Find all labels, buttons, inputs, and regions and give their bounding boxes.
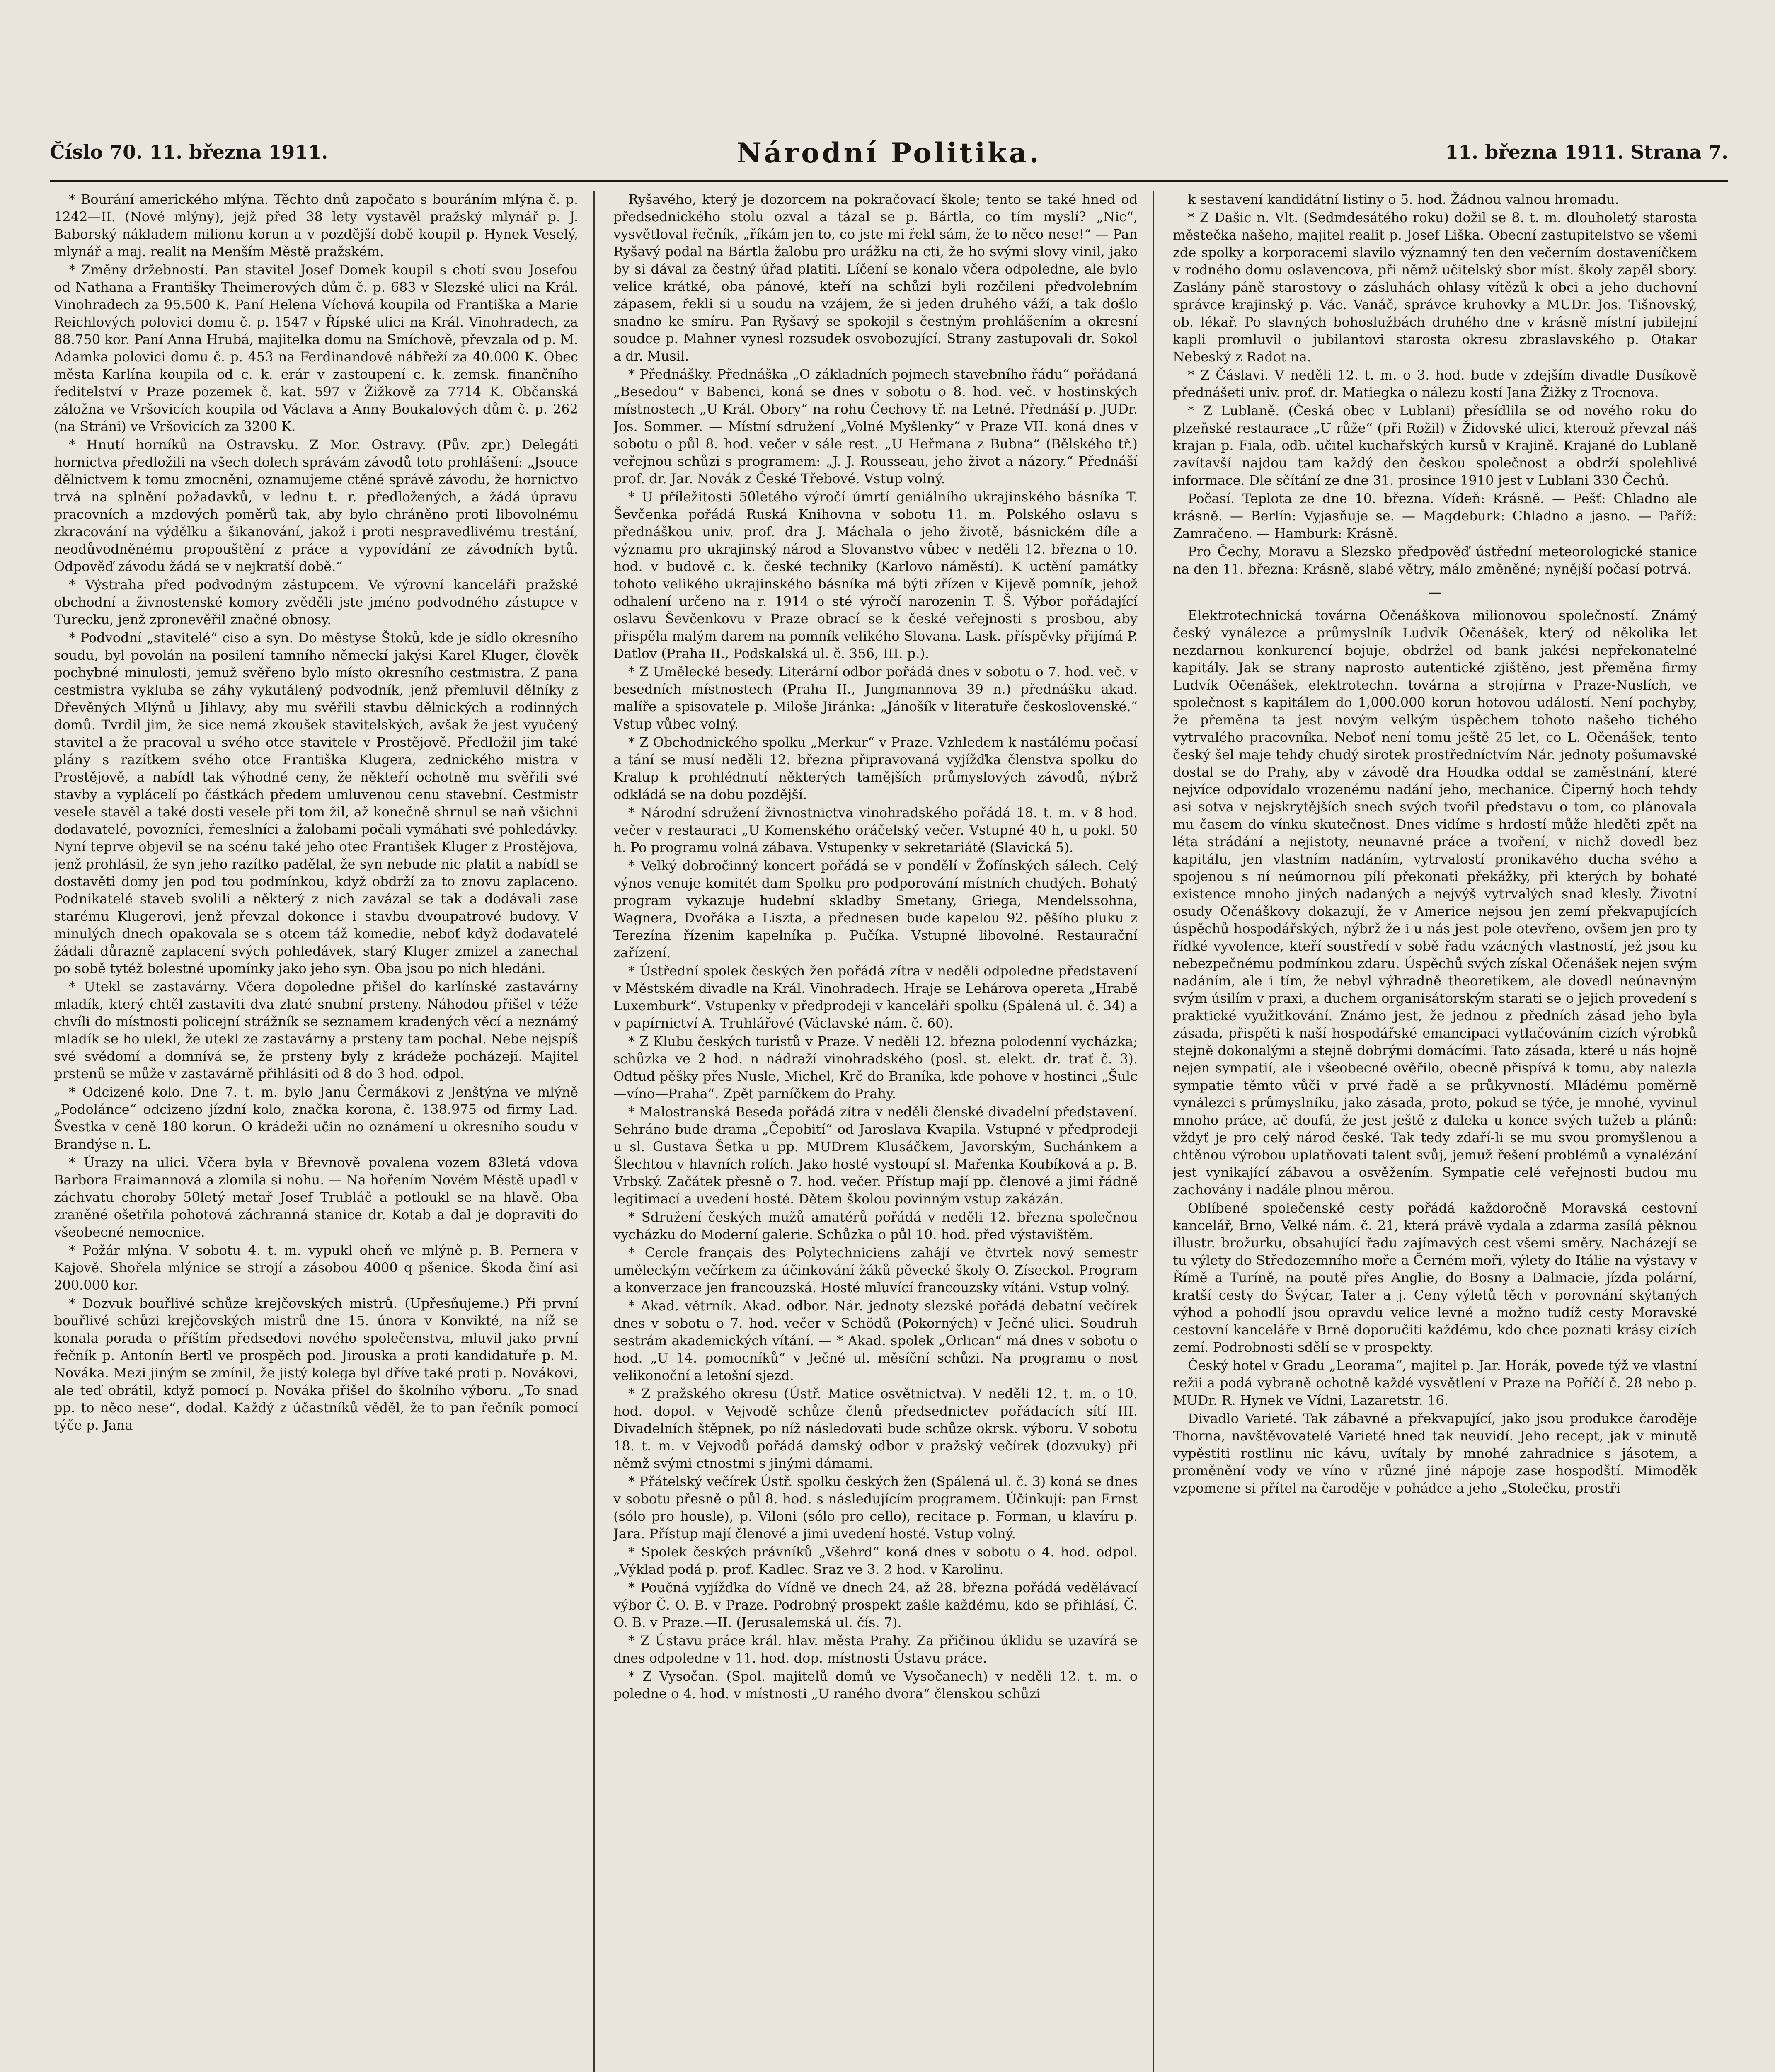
- article-paragraph: * Dozvuk bouřlivé schůze krejčovských mistrů. (Upřesňujeme.) Při první bouřlivé schůzi krejčovských mistrů dne 15. února v Konvikté, na níž se konala porada o příštím předsedovi nového společenstva, mluvil jako první řečník p. Antonín Bertl ve prospěch pod. Jirouska a proti kandidatuře p. M. Nováka. Mezi jiným se zmínil, že jistý kolega byl dříve také proti p. Novákovi, ale teď obrátil, když pomocí p. Nováka přišel do školního výboru. „To snad pp. to něco nese“, dodal. Každý z účastníků věděl, že to pan řečník pomocí týče p. Jana: [54, 1295, 578, 1433]
- article-paragraph: * Národní sdružení živnostnictva vinohradského pořádá 18. t. m. v 8 hod. večer v restauraci „U Komenského oráčelský večer. Vstupné 40 h, u pokl. 50 h. Po programu volná zábava. Vstupenky v sekretariátě (Slavická 5).: [613, 805, 1138, 855]
- article-paragraph: * Z Lublaně. (Česká obec v Lublani) přesídlila se od nového roku do plzeňské restaurace „U růže“ (při Rožil) v Židovské ulici, kterouž převzal náš krajan p. Fiala, odb. učitel kuchařských kursů v Krajině. Krajané do Lublaně zavítavší najdou tam každý den českou společnost a obdrží spolehlivé informace. Dle sčítání ze dne 31. prosince 1910 jest v Lublani 330 Čechů.: [1173, 403, 1697, 488]
- article-paragraph: Divadlo Varieté. Tak zábavné a překvapující, jako jsou produkce čaroděje Thorna, navštěvovatelé Varieté hned tak neuvidí. Jeho recept, jak v minutě vypěstiti rostlinu nic kávu, uvítaly by mnohé zahradnice s jásotem, a proměnění vody ve víno v různé jiné nápoje zase hospodští. Mimoděk vzpomene si přítel na čaroděje v pohádce a jeho „Stolečku, prostři: [1173, 1411, 1697, 1496]
- article-paragraph: * Velký dobročinný koncert pořádá se v pondělí v Žofínských sálech. Celý výnos venuje komitét dam Spolku pro podporování místních chudých. Bohatý program vykazuje hudební skladby Smetany, Griega, Mendelssohna, Wagnera, Dvořáka a Liszta, a přednesen bude kapelou 92. pěšího pluku z Terezína řízenim kapelníka p. Pučíka. Vstupné libovolné. Restaurační zařízení.: [613, 858, 1138, 961]
- page-number-right: 11. března 1911. Strana 7.: [1445, 141, 1728, 163]
- article-paragraph: * Bourání amerického mlýna. Těchto dnů započato s bouráním mlýna č. p. 1242—II. (Nové mlýny), jejž před 38 lety vystavěl pražský mlynář p. J. Baborský nákladem milionu korun a v pozdější době koupil p. Hynek Veselý, mlynář a maj. realit na Menším Městě pražském.: [54, 191, 578, 259]
- article-paragraph: * Z Ústavu práce král. hlav. města Prahy. Za přičinou úklidu se uzavírá se dnes odpoledne v 11. hod. dop. místnosti Ústavu práce.: [613, 1633, 1138, 1666]
- article-paragraph: * Podvodní „stavitelé“ ciso a syn. Do městyse Štoků, kde je sídlo okresního soudu, byl povolán na posilení tamního německí jakýsi Karel Kluger, člověk pochybné minulosti, jemuž svěřeno bylo místo okresního cestmistra. Z pana cestmistra vykluba se záhy vykutálený podvodník, jenž přemluvil dělníky z Dřevěných Mlýnů u Jihlavy, aby mu svěřili stavbu dělnických a rodinných domů. Tvrdil jim, že sice nemá zkoušek stavitelských, avšak že jest vyučený stavitel a že pracoval u svého otce stavitele v Prostějově. Předložil jim také plány s razítkem svého otce Františka Klugera, zednického mistra v Prostějově, a nabídl tak výhodné ceny, že někteří ochotně mu svěřili své stavby a vyplácelí po částkách předem umluvenou cenu stavební. Cestmistr vesele stavěl a také dosti vesele při tom žil, až konečně shrnul se naň všichni dodavatelé, povozníci, řemeslníci a žalobami počali vymáhati své pohledávky. Nyní teprve objevil se na scénu také jeho otec František Kluger z Prostějova, jenž prohlásil, že syn jeho razítko padělal, že syn nebude nic platit a nabídl se dostavěti domy jen pod tou podmínkou, když obdrží za to znovu zaplaceno. Podnikatelé staveb svolili a některý z nich zavázal se tak a dodávali zase starému Klugerovi, jenž převzal dokonce i stavbu dvoupatrové budovy. V minulých dnech opakovala se s otcem táž komedie, neboť když dodavatelé žádali důrazně zaplacení svých pohledávek, starý Kluger zmizel a zanechal po sobě tytéž bolestné upomínky jako jeho syn. Oba jsou po nich hledáni.: [54, 630, 578, 976]
- article-paragraph: * Odcizené kolo. Dne 7. t. m. bylo Janu Čermákovi z Jenštýna ve mlýně „Podolánce“ odcizeno jízdní kolo, značka korona, č. 138.975 od firmy Lad. Švestka v ceně 180 korun. O krádeži učin no oznámení u okresního soudu v Brandýse n. L.: [54, 1084, 578, 1152]
- article-paragraph: * Spolek českých právníků „Všehrd“ koná dnes v sobotu o 4. hod. odpol. „Výklad podá p. prof. Kadlec. Sraz ve 3. 2 hod. v Karolinu.: [613, 1544, 1138, 1577]
- article-paragraph: * Poučná vyjížďka do Vídně ve dnech 24. až 28. března pořádá vedělávací výbor Č. O. B. v Praze. Podrobný prospekt zašle každému, kdo se přihlásí, Č. O. B. v Praze.—II. (Jerusalemská ul. čís. 7).: [613, 1580, 1138, 1630]
- article-paragraph: * Sdružení českých mužů amatérů pořádá v neděli 12. března společnou vycházku do Moderní galerie. Schůzka o půl 10. hod. před výstavištěm.: [613, 1209, 1138, 1242]
- masthead-title: Národní Politika.: [736, 137, 1041, 169]
- article-paragraph: Český hotel v Gradu „Leorama“, majitel p. Jar. Horák, povede týž ve vlastní režii a podá vybraně ochotně každé vysvětlení v Praze na Poříčí č. 28 nebo p. MUDr. R. Hynek ve Vídni, Lazaretstr. 16.: [1173, 1358, 1697, 1408]
- article-paragraph: * U příležitosti 50letého výročí úmrtí geniálního ukrajinského básníka T. Ševčenka pořádá Ruská Knihovna v sobotu 11. m. Polského oslavu s přednáškou univ. prof. dra J. Máchala o jeho životě, básnickém díle a významu pro ukrajinský národ a Slovanstvo vůbec v neděli 12. března o 10. hod. v budově c. k. české techniky (Karlovo náměstí). K uctění památky tohoto velikého ukrajinského básníka má býti zřízen v Kijevě pomník, jehož odhalení určeno na r. 1914 o sté výročí narozenin T. Š. Výbor pořádající oslavu Ševčenkovu v Praze obrací se k české veřejnosti s prosbou, aby přispěla malým darem na pomník velikého Slovana. Lask. příspěvky přijímá P. Datlov (Praha II., Podskalská ul. č. 356, III. p.).: [613, 489, 1138, 661]
- article-paragraph: * Z Obchodnického spolku „Merkur“ v Praze. Vzhledem k nastálému počasí a tání se musí neděli 12. března připravovaná vyjížďka členstva spolku do Kralup k prohlédnutí některých tamějších průmyslových závodů, nýbrž odkládá se na dobu pozdější.: [613, 734, 1138, 802]
- article-paragraph: * Z Čáslavi. V neděli 12. t. m. o 3. hod. bude v zdejším divadle Dusíkově přednášeti univ. prof. dr. Matiegka o nálezu kostí Jana Žižky z Trocnova.: [1173, 367, 1697, 400]
- article-paragraph: Oblíbené společenské cesty pořádá každoročně Moravská cestovní kancelář, Brno, Velké nám. č. 21, která právě vydala a zdarma zasílá pěknou illustr. brožurku, obsahující řadu zajímavých cest všemi směry. Nacházejí se tu výlety do Středozemního moře a Černém moři, výlety do Itálie na výstavy v Římě a Turíně, na poutě přes Anglie, do Bosny a Dalmacie, jízda polární, kratší cesty do Švýcar, Tater a j. Ceny výletů těch v porovnání skýtaných výhod a pohodlí jsou opravdu velice levné a možno tudíž cesty Moravské cestovní kanceláře v Brně doporučiti každému, kdo chce poznati krásy cizích zemí. Podrobnosti sdělí se v prospekty.: [1173, 1200, 1697, 1355]
- article-paragraph: * Změny držebností. Pan stavitel Josef Domek koupil s chotí svou Josefou od Nathana a Františky Theimerových dům č. p. 683 v Slezské ulici na Král. Vinohradech za 95.500 K. Paní Helena Víchová koupila od Františka a Marie Reichlových polovici domu č. p. 1547 v Řípské ulici na Král. Vinohradech, za 88.750 kor. Paní Anna Hrubá, majitelka domu na Smíchově, převzala od p. M. Adamka polovici domu č. p. 453 na Ferdinandově nábřeží za 40.000 K. Obec města Karlína koupila od c. k. erár v zastoupení c. k. zemsk. finančního ředitelství v Praze pozemek č. kat. 597 v Žižkově za 7714 K. Občanská záložna ve Vršovicích koupila od Václava a Anny Boukalových dům č. p. 262 (na Stráni) ve Vršovicích za 3200 K.: [54, 262, 578, 434]
- column-divider: [593, 191, 595, 2072]
- column-divider: [1153, 191, 1154, 2072]
- article-paragraph: * Přednášky. Přednáška „O základních pojmech stavebního řádu“ pořádaná „Besedou“ v Babenci, koná se dnes v sobotu o 8. hod. več. v hostinských místnostech „U Král. Obory“ na rohu Čechovy tř. na Letné. Přednáší p. JUDr. Jos. Sommer. — Místní sdružení „Volné Myšlenky“ v Praze VII. koná dnes v sobotu o půl 8. hod. večer v sále rest. „U Heřmana z Bubna“ (Bělského tř.) veřejnou schůzi s programem: „J. J. Rousseau, jeho život a názory.“ Přednáší prof. dr. Jar. Novák z České Třebové. Vstup volný.: [613, 366, 1138, 487]
- column-2: [613, 191, 1138, 2072]
- article-paragraph: k sestavení kandidátní listiny o 5. hod. Žádnou valnou hromadu.: [1188, 191, 1619, 207]
- article-paragraph: * Ústřední spolek českých žen pořádá zítra v neděli odpoledne představení v Městském divadle na Král. Vinohradech. Hraje se Lehárova opereta „Hrabě Luxemburk“. Vstupenky v předprodeji v kanceláři spolku (Spálená ul. č. 34) a v papírnictví A. Truhlářové (Václavské nám. č. 60).: [613, 963, 1138, 1031]
- article-paragraph: Počasí. Teplota ze dne 10. března. Vídeň: Krásně. — Pešť: Chladno ale krásně. — Berlín: Vyjasňuje se. — Magdeburk: Chladno a jasno. — Paříž: Zamračeno. — Hamburk: Krásně.: [1173, 491, 1697, 541]
- column-3: [1173, 191, 1697, 2072]
- article-paragraph: * Výstraha před podvodným zástupcem. Ve výrovní kanceláři pražské obchodní a živnostenské komory zvěděli jste jméno podvodného zástupce v Turecku, jenž zpronevěřil značné obnosy.: [54, 577, 578, 627]
- article-paragraph: * Požár mlýna. V sobotu 4. t. m. vypukl oheň ve mlýně p. B. Pernera v Kajově. Shořela mlýnice se strojí a zásobou 4000 q pšenice. Škoda činí asi 200.000 kor.: [54, 1242, 578, 1293]
- article-paragraph: * Úrazy na ulici. Včera byla v Břevnově povalena vozem 83letá vdova Barbora Fraimannová a zlomila si nohu. — Na hořením Novém Městě upadl v záchvatu choroby 50letý metař Josef Trubláč a potloukl se na hlavě. Oba zraněné ošetřila pohotová záchranná stanice dr. Kotab a dal je dopraviti do všeobecné nemocnice.: [54, 1155, 578, 1240]
- article-paragraph: Pro Čechy, Moravu a Slezsko předpověď ústřední meteorologické stanice na den 11. března: Krásně, slabé větry, málo změněné; nynější počasí potrvá.: [1173, 544, 1697, 577]
- article-paragraph: * Z Klubu českých turistů v Praze. V neděli 12. března polodenní vycházka; schůzka ve 2 hod. n nádraží vinohradského (posl. st. elekt. dr. trať č. 3). Odtud pěšky přes Nusle, Michel, Krč do Braníka, kde pohove v hostinci „Šulc—víno—Praha“. Zpět parníčkem do Prahy.: [613, 1034, 1138, 1101]
- article-paragraph: Ryšavého, který je dozorcem na pokračovací škole; tento se také hned od předsednického stolu ozval a tázal se p. Bártla, co tím myslí? „Nic“, vysvětloval řečník, „říkám jen to, co jste mi řekl sám, že to něco nese!“ — Pan Ryšavý podal na Bártla žalobu pro urážku na cti, že ho svými slovy vinil, jako by si dával za čestný úřad platiti. Líčení se konalo včera odpoledne, ale bylo velice krátké, oba pánové, kteří na schůzi byli rozčileni předvolebním zápasem, řekli si u soudu na vzájem, že si jeden druhého váží, a tak došlo snadno ke smíru. Pan Ryšavý se spokojil s čestným prohlášením a okresní soudce p. Mahner vynesl rozsudek osvobozující. Strany zastupovali dr. Sokol a dr. Musil.: [613, 191, 1138, 364]
- header-rule: [50, 180, 1728, 182]
- article-paragraph: * Akad. větrník. Akad. odbor. Nár. jednoty slezské pořádá debatní večírek dnes v sobotu o 7. hod. večer v Schödů (Pokorných) v Ječné ulici. Soudruh sestrám akademických vítání. — * Akad. spolek „Orlican“ má dnes v sobotu o hod. „U 14. pomocníků“ v Ječné ul. měsíční schůzi. Na programu o nost velikonoční a letošní sjezd.: [613, 1298, 1138, 1383]
- issue-date-left: Číslo 70. 11. března 1911.: [50, 141, 328, 163]
- article-paragraph: * Malostranská Beseda pořádá zítra v neděli členské divadelní představení. Sehráno bude drama „Čepobití“ od Jaroslava Kvapila. Vstupné v předprodeji u sl. Gustava Šetka u pp. MUDrem Klusáčkem, Javorským, Suchánkem a Šlechtou v hlavních rolích. Jako hosté vystoupí sl. Mařenka Koubíková a p. B. Vrbský. Začátek přesně o 7. hod. večer. Přístup mají pp. členové a jimi řádně legitimací a uvedení hosté. Dětem školou povinným vstup zakázán.: [613, 1104, 1138, 1207]
- page-header: [50, 137, 1728, 186]
- article-paragraph: * Utekl se zastavárny. Včera dopoledne přišel do karlínské zastavárny mladík, který chtěl zastaviti dva zlaté snubní prsteny. Náhodou přišel v téže chvíli do místnosti policejní strážník se seznamem kradených věcí a neznámý mladík se ho ulekl, že utekl ze zastavárny a prsteny tam pochal. Nebe nejspíš své svědomí a domnívá se, že prsteny byly z krádeže pocházejí. Majitel prstenů se může v zastavárně přihlásiti od 8 do 3 hod. odpol.: [54, 979, 578, 1082]
- article-paragraph: —: [1428, 584, 1442, 600]
- article-paragraph: * Z Umělecké besedy. Literární odbor pořádá dnes v sobotu o 7. hod. več. v besedních místnostech (Praha II., Jungmannova 39 n.) přednášku akad. malíře a spisovatele p. Miloše Jiránka: „Jánošík v literatuře československé.“ Vstup vůbec volný.: [613, 664, 1138, 732]
- column-1: [54, 191, 578, 2072]
- article-paragraph: * Z pražského okresu (Ústř. Matice osvětnictva). V neděli 12. t. m. o 10. hod. dopol. v Vejvodě schůze členů předsednictev pořádacích sítí III. Divadelních štěpnek, po níž následovati bude schůze okrsk. výboru. V sobotu 18. t. m. v Vejvodů pořádá damský odbor v pražský večírek (dozvuky) při němž svými ctnostmi s jinými dámami.: [613, 1386, 1138, 1471]
- article-paragraph: * Z Vysočan. (Spol. majitelů domů ve Vysočanech) v neděli 12. t. m. o poledne o 4. hod. v místnosti „U raného dvora“ členskou schůzi: [613, 1668, 1138, 1702]
- article-paragraph: * Z Dašic n. Vlt. (Sedmdesátého roku) dožil se 8. t. m. dlouholetý starosta městečka našeho, majitel realit p. Josef Liška. Obecní zastupitelstvo se všemi zde spolky a korporacemi slavilo významný ten den večerním dostaveníčkem v rodného domu oslavencova, při němž učitelský sbor míst. školy zapěl sbory. Zaslány páně starostovy o zásluhách ohlasy vítězů k obci a jeho duchovní správce krajinský p. Vác. Vanáč, správce kruhovky a MUDr. Jos. Tišnovský, ob. lékař. Po slavných bohoslužbách druhého dne v krásně místní jubilejní kapli promluvil o jubilantovi starosta okresu zbraslavského p. Otakar Nebeský z Radot na.: [1173, 210, 1697, 365]
- article-paragraph: * Cercle français des Polytechniciens zahájí ve čtvrtek nový semestr uměleckým večírkem za účinkování žáků pěvecké školy O. Zíseckol. Program a konverzace jen francouzská. Hosté mluvící francouzsky vítáni. Vstup volný.: [613, 1245, 1138, 1295]
- article-paragraph: Elektrotechnická továrna Očenáškova milionovou společností. Známý český vynálezce a průmyslník Ludvík Očenášek, který od několika let nezdarnou konkurencí bojuje, obdržel od bank jakési nepřekonatelné kapitály. Jak se strany naprosto autentické zjištěno, jest přeměna firmy Ludvík Očenášek, elektrotechn. továrna a strojírna v Praze-Nuslích, ve společnost s kapitálem do 1,000.000 korun hotovou událostí. Není pochyby, že přeměna ta jest novým velkým úspěchem tohoto našeho tichého vytrvalého pracovníka. Neboť není tomu ještě 25 let, co L. Očenášek, tento český šel maje tehdy chudý sirotek prostředníctvím Nár. jednoty pošumavské dostal se do Prahy, aby v závodě dra Houdka oddal se zaměstnání, které nejvíce odpovídalo vrozenému nadání jeho, mechanice. Čiperný hoch tehdy asi sotva v nejskrytějších snech svých tvořil představu o tom, co plánovala mu časem do vínku skutečnost. Dnes vidíme s hrdostí může hleděti zpět na léta strádání a nejistoty, neunavné práce a tvoření, v nichž dovedl bez kapitálu, jen vlastním nadáním, vytrvalostí pronikavého ducha svého a spojenou s ní neúmornou pílí překonati překážky, při kterých by bohaté existence mnoho jiných nadaných a nejvýš vytrvalých snad klesly. Životní osudy Očenáškovy dokazují, že v Americe nejsou jen zemí překvapujících úspěchů hospodářských, nýbrž že i u nás jest pole otevřeno, ovšem jen pro ty řídké vyvolence, kteří soustředí v sobě řadu vzácných vlastností, jež jsou ku nebezpečnému podmínkou zdaru. Úspěchů svých získal Očenášek nejen svým nadáním, ale i tím, že nebyl výhradně theoretikem, ale dovedl neúnavným svým úsilím v praxi, a duchem organisátorským starati se o jejich provedení s praktické využitkování. Známo jest, že jednou z předních zásad jeho byla zásada, přispěti k naší hospodářské emancipaci vytlačováním cizích výrobků stejně dokonalými a stejně dobrými domácími. Tato zásada, které u nás hojně nejen sympatií, ale i všeobecné ověřilo, obecně přispívá k tomu, aby nalezla sympatie těmto vůči v prvé řadě a se průkyvností. Mládému poměrně vynálezci s průmyslníku, jako zásada, proto, pokud se týče, je mnohé, vyvinul mnoho práce, ač doufá, že jest ještě z daleka u konce svých tužeb a plánů: vždyť je pro celý národ české. Tak tedy zdaří-li se mu svou promyšlenou a chtěnou výrobou uplatňovati talent svůj, jemuž řešení problémů a vynalézání jest vynikající zábavou a osvěžením. Sympatie celé veřejnosti budou mu zachovány i nadále plnou měrou.: [1173, 608, 1697, 1198]
- article-paragraph: * Hnutí horníků na Ostravsku. Z Mor. Ostravy. (Pův. zpr.) Delegáti hornictva předložili na všech dolech správám závodů toto prohlášení: „Jsouce dělnictvem k tomu zmocněni, oznamujeme ctěné správě závodu, že hornictvo trvá na splnění požadavků, v lednu t. r. předložených, a žádá úpravu pracovních a mzdových poměrů tak, aby bylo chráněno proti libovolnému zkracování na výdělku a šikanování, jakož i proti nespravedlivému trestání, neodůvodněnému propouštění z práce a vypovídání ze závodních bytů. Odpověď závodu žádá se v nejkratší době.“: [54, 437, 578, 574]
- article-paragraph: * Přátelský večírek Ústř. spolku českých žen (Spálená ul. č. 3) koná se dnes v sobotu přesně o půl 8. hod. s následujícím programem. Účinkují: pan Ernst (sólo pro housle), p. Viloni (sólo pro cello), recitace p. Forman, u klavíru p. Jara. Přístup mají členové a jimi uvedení hosté. Vstup volný.: [613, 1474, 1138, 1542]
